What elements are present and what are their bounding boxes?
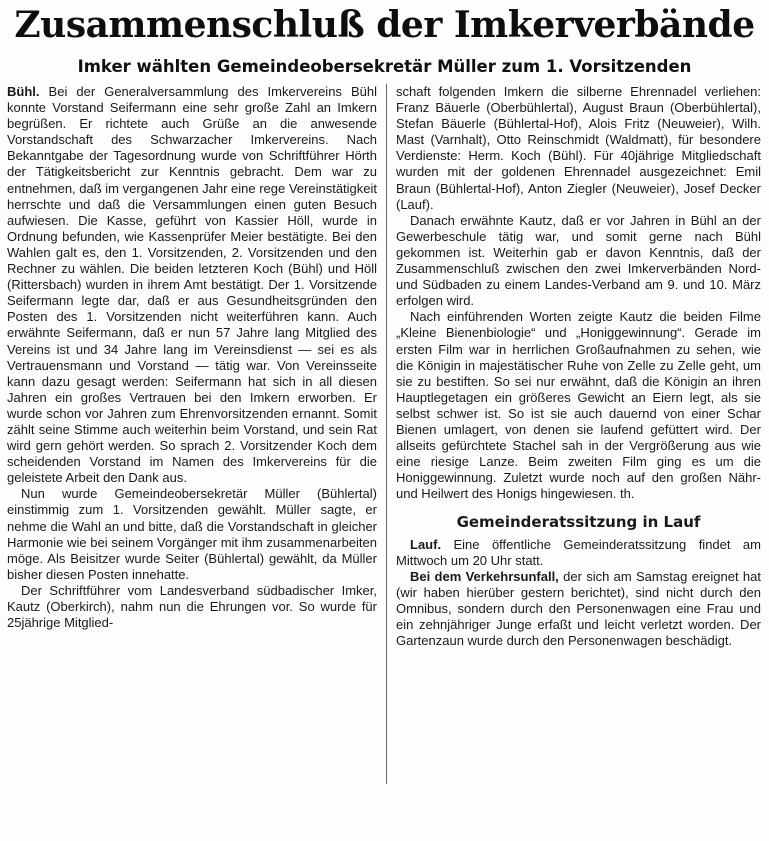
notice-1-text: Eine öffentliche Gemeinderatssitzung findet am Mittwoch um 20 Uhr statt. — [396, 536, 761, 568]
column-divider — [386, 84, 387, 784]
paragraph-3-continued: schaft folgenden Imkern die silberne Ehrennadel verliehen: Franz Bäuerle (Oberbühlertal), August Braun (Oberbühlertal), Stefan Bäuerle (Bühlertal-Hof), Alois Fritz (Neuweier), Wilh. Mast (Varnhalt), Otto Reinschmidt (Waldmatt), für besondere Verdienste: Herm. Koch (Bühl). Für 40jährige Mitgliedschaft wurden mit der goldenen Ehrennadel ausgezeichnet: Emil Braun (Bühlertal-Hof), Anton Ziegler (Neuweier), Josef Decker (Lauf). — [396, 84, 761, 212]
left-column — [7, 84, 377, 631]
paragraph-2: Nun wurde Gemeindeobersekretär Müller (Bühlertal) einstimmig zum 1. Vorsitzenden gewählt. Müller sagte, er nehme die Wahl an und bitte, daß die Vorstandschaft in gleicher Harmonie wie bei seinem Vorgänger mit ihm zusammenarbeiten möge. Als Beisitzer wurde Seiter (Bühlertal) gewählt, da Müller bisher diesen Posten innehatte. — [7, 486, 377, 582]
paragraph-3: Der Schriftführer vom Landesverband südbadischer Imker, Kautz (Oberkirch), nahm nun die Ehrungen vor. So wurde für 25jährige Mitglied- — [7, 582, 377, 631]
right-column — [396, 84, 761, 649]
article-subheadline: Imker wählten Gemeindeobersekretär Müller zum 1. Vorsitzenden — [77, 57, 692, 76]
paragraph-4: Danach erwähnte Kautz, daß er vor Jahren in Bühl an der Gewerbeschule tätig war, und somit gerne nach Bühl gekommen ist. Weiterhin gab er davon Kenntnis, daß der Zusammenschluß zwischen den zwei Imkerverbänden Nord- und Südbaden zu einem Landes-Verband am 9. und 10. März erfolgen wird. — [396, 212, 761, 309]
notice-1 — [396, 537, 761, 569]
article-headline: Zusammenschluß der Imkerverbände — [14, 4, 755, 46]
notice-2 — [396, 569, 761, 649]
notice-2-lead: Bei dem Verkehrsunfall, — [410, 568, 559, 584]
paragraph-1 — [7, 84, 377, 486]
notice-heading: Gemeinderatssitzung in Lauf — [456, 513, 701, 532]
paragraph-1-text: Bei der Generalversammlung des Imkervereins Bühl konnte Vorstand Seifermann eine sehr große Zahl an Imkern begrüßen. Er richtete auch Grüße an die anwesende Vorstandschaft des Schwarzacher Imkervereins. Nach Bekanntgabe der Tagesordnung wurde von Schriftführer Hörth der Tätigkeitsbericht zur Kenntnis gebracht. Dem war zu entnehmen, daß im vergangenen Jahr eine rege Vereinstätigkeit herrschte und daß die Versammlungen einen guten Besuch aufwiesen. Die Kasse, geführt von Kassier Höll, wurde in Ordnung befunden, wie Kassenprüfer Meier bestätigte. Bei den Wahlen galt es, den 1. Vorsitzenden, 2. Vorsitzenden und den Rechner zu wählen. Die beiden letzteren Koch (Bühl) und Höll (Rittersbach) wurden in ihrem Amt bestätigt. Der 1. Vorsitzende Seifermann legte dar, daß er aus Gesundheitsgründen den Posten des 1. Vorsitzenden nicht weiterführen kann. Auch erwähnte Seifermann, daß er nun 57 Jahre lang Mitglied des Vereins ist und 34 Jahre lang im Vereinsdienst — sei es als Vertrauensmann und Vorstand — tätig war. Von Vereinsseite kann dazu gesagt werden: Seifermann hat sich in all diesen Jahren ein großes Vertrauen bei den Imkern erworben. Er wurde schon vor Jahren zum Ehrenvorsitzenden ernannt. Somit zählt seine Stimme auch weiterhin beim Vorstand, und sein Rat wird gern gehört werden. So sprach 2. Vorsitzender Koch dem scheidenden Vorstand im Namen des Imkervereins für die geleistete Arbeit den Dank aus. — [7, 84, 378, 486]
notice-2-text: der sich am Samstag ereignet hat (wir haben hierüber gestern berichtet), sind nicht durch den Omnibus, sondern durch den Personenwagen eine Frau und ein zehnjähriger Junge erfaßt und leicht verletzt worden. Der Gartenzaun wurde durch den Personenwagen beschädigt. — [396, 568, 761, 649]
paragraph-5: Nach einführenden Worten zeigte Kautz die beiden Filme „Kleine Bienenbiologie“ und „Honiggewinnung“. Gerade im ersten Film war in herrlichen Großaufnahmen zu sehen, wie die Königin in majestätischer Ruhe von Zelle zu Zelle geht, um sie zu bestiften. So sei nur erwähnt, daß die Königin an ihren Hauptlegetagen ein größeres Gewicht an Eiern legt, als sie selbst schwer ist. So ist sie auch dauernd von einer Schar Bienen umlagert, von denen sie laufend gefüttert wird. Der allseits gefürchtete Stachel sah in der Vergrößerung aus wie eine riesige Lanze. Beim zweiten Film ging es um die Honiggewinnung. Zuletzt wurde noch auf den großen Nähr- und Heilwert des Honigs hingewiesen. th. — [396, 309, 761, 502]
notice-1-lead: Lauf. — [410, 536, 442, 552]
dateline: Bühl. — [7, 84, 40, 99]
